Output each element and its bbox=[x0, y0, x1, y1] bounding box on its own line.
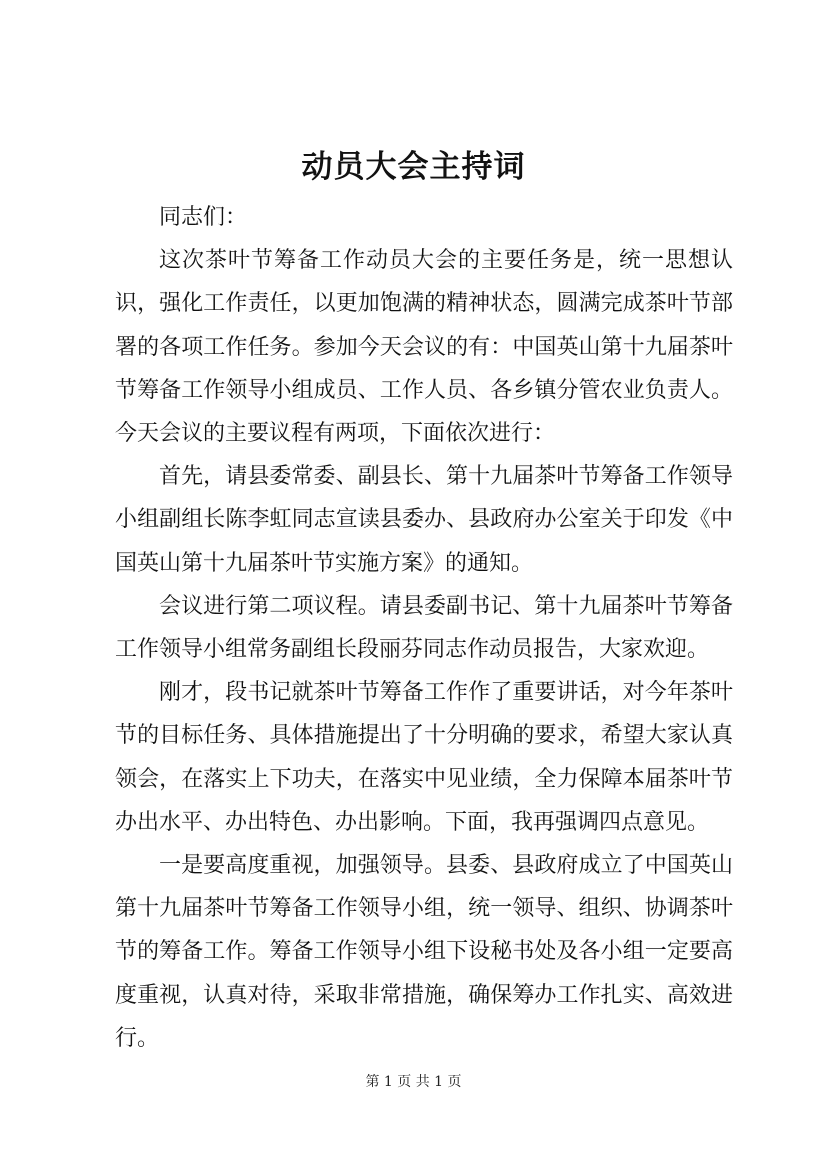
document-title: 动员大会主持词 bbox=[301, 149, 526, 185]
paragraph-second-agenda: 会议进行第二项议程。请县委副书记、第十九届茶叶节筹备工作领导小组常务副组长段丽芬同志作动员报告，大家欢迎。 bbox=[115, 593, 733, 663]
paragraph-point-one: 一是要高度重视，加强领导。县委、县政府成立了中国英山第十九届茶叶节筹备工作领导小组，统一领导、组织、协调茶叶节的筹备工作。筹备工作领导小组下设秘书处及各小组一定要高度重视，认真对待，采取非常措施，确保筹办工作扎实、高效进行。 bbox=[115, 853, 733, 1051]
paragraph-salutation: 同志们： bbox=[159, 205, 248, 230]
paragraph-summary: 刚才，段书记就茶叶节筹备工作作了重要讲话，对今年茶叶节的目标任务、具体措施提出了十分明确的要求，希望大家认真领会，在落实上下功夫，在落实中见业绩，全力保障本届茶叶节办出水平、办出特色、办出影响。下面，我再强调四点意见。 bbox=[115, 680, 733, 835]
paragraph-intro: 这次茶叶节筹备工作动员大会的主要任务是，统一思想认识，强化工作责任，以更加饱满的精神状态，圆满完成茶叶节部署的各项工作任务。参加今天会议的有：中国英山第十九届茶叶节筹备工作领导小组成员、工作人员、各乡镇分管农业负责人。今天会议的主要议程有两项，下面依次进行： bbox=[115, 248, 733, 447]
page-footer: 第 1 页 共 1 页 bbox=[365, 1074, 462, 1090]
document-body bbox=[115, 196, 733, 1060]
paragraph-first-agenda: 首先，请县委常委、副县长、第十九届茶叶节筹备工作领导小组副组长陈李虹同志宣读县委办、县政府办公室关于印发《中国英山第十九届茶叶节实施方案》的通知。 bbox=[115, 464, 733, 576]
